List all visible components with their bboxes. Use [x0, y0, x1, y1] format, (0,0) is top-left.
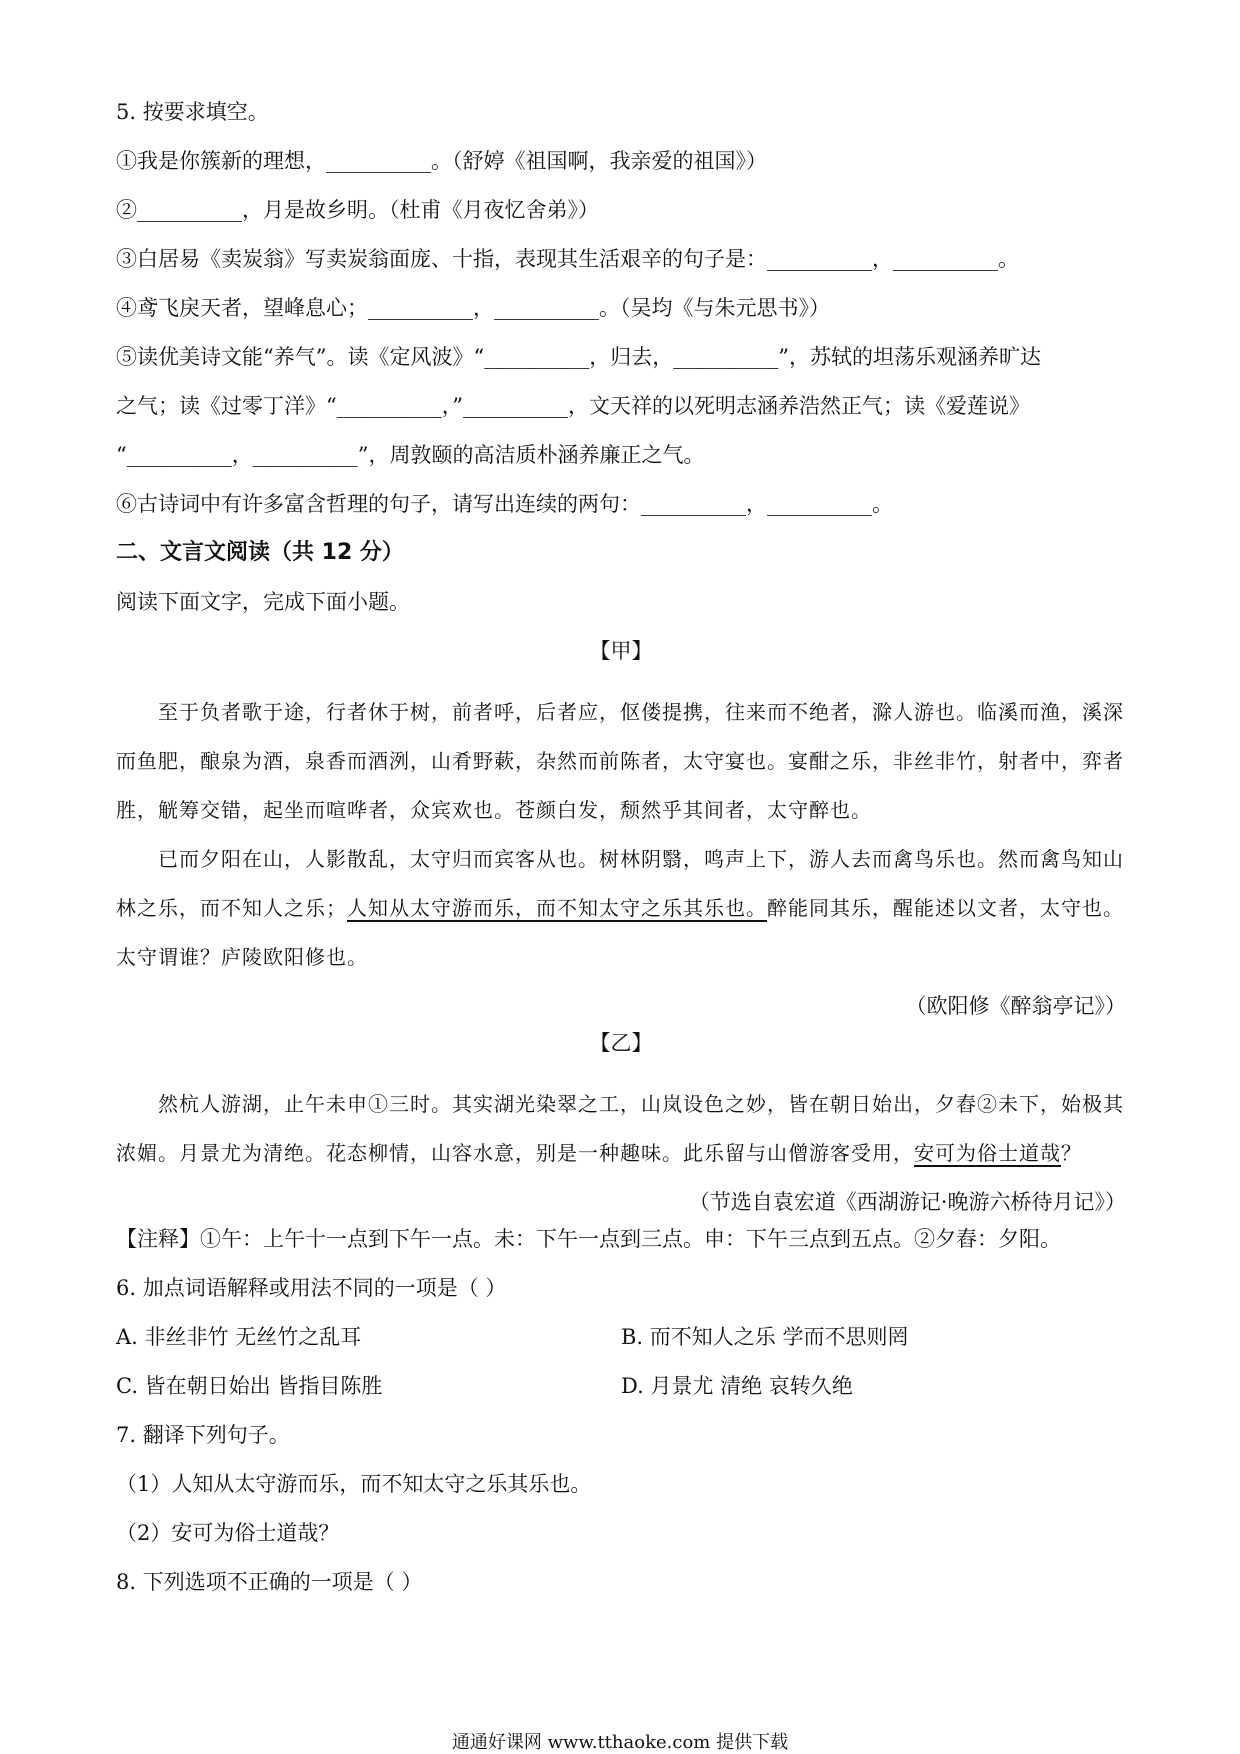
- question-6-option-d: D. 月景尤 清绝 哀转久绝: [621, 1374, 853, 1398]
- exam-page: [116, 100, 1126, 1619]
- question-5-item-2: ②__________，月是故乡明。（杜甫《月夜忆舍弟》）: [116, 198, 599, 222]
- question-5-item-5-line-3: “__________，__________”，周敦颐的高洁质朴涵养廉正之气。: [116, 443, 705, 467]
- annotation-note: 【注释】①午：上午十一点到下午一点。未：下午一点到三点。申：下午三点到五点。②夕舂：夕阳。: [116, 1227, 1061, 1251]
- passage-a-label: 【甲】: [589, 639, 653, 663]
- question-5-item-5-line-2: 之气；读《过零丁洋》“__________，”__________，文天祥的以死明志涵养浩然正气；读《爱莲说》: [116, 394, 1030, 418]
- question-8-stem: 8. 下列选项不正确的一项是（ ）: [116, 1570, 423, 1594]
- question-5-title: 5. 按要求填空。: [116, 100, 269, 124]
- question-7-sentence-1: （1）人知从太守游而乐，而不知太守之乐其乐也。: [116, 1472, 592, 1496]
- passage-a-underlined-sentence: 人知从太守游而乐，而不知太守之乐其乐也。: [347, 896, 767, 920]
- section-2-heading: 二、文言文阅读（共 12 分）: [116, 540, 404, 565]
- passage-a-paragraph-1: 至于负者歌于途，行者休于树，前者呼，后者应，伛偻提携，往来而不绝者，滁人游也。临溪而渔，溪深而鱼肥，酿泉为酒，泉香而酒洌，山肴野蔌，杂然而前陈者，太守宴也。宴酣之乐，非丝非竹，射者中，弈者胜，觥筹交错，起坐而喧哗者，众宾欢也。苍颜白发，颓然乎其间者，太守醉也。: [116, 700, 1124, 822]
- passage-a-paragraph-2: [116, 835, 1126, 982]
- question-6-options-row-1: [116, 1325, 1126, 1374]
- page-footer: 通通好课网 www.tthaoke.com 提供下载: [451, 1732, 789, 1753]
- passage-b-p1-start: 然杭人游湖，止午未申①三时。其实湖光染翠之工，山岚设色之妙，皆在朝日始出，夕舂②未下，始极其浓媚。月景尤为清绝。花态柳情，山容水意，别是一种趣味。此乐留与山僧游客受用，: [116, 1092, 1124, 1165]
- question-5-item-5-line-1: ⑤读优美诗文能“养气”。读《定风波》“__________，归去，__________”，苏轼的坦荡乐观涵养旷达: [116, 345, 1041, 369]
- question-6-option-c: C. 皆在朝日始出 皆指目陈胜: [116, 1374, 383, 1398]
- passage-b-label: 【乙】: [589, 1031, 653, 1055]
- question-6-stem: 6. 加点词语解释或用法不同的一项是（ ）: [116, 1276, 507, 1300]
- passage-a-p2-end: 醉能同其乐，醒能述以文者，太守也。太守谓谁？庐陵欧阳修也。: [116, 896, 1124, 969]
- question-5-item-4: ④鸢飞戾天者，望峰息心；__________，__________。（吴均《与朱元思书》）: [116, 296, 830, 320]
- passage-a-p2-start: 已而夕阳在山，人影散乱，太守归而宾客从也。树林阴翳，鸣声上下，游人去而禽鸟乐也。然而禽鸟知山林之乐，而不知人之乐；: [116, 847, 1124, 920]
- question-6-options-row-2: [116, 1374, 1126, 1423]
- question-7-sentence-2: （2）安可为俗士道哉？: [116, 1521, 340, 1545]
- passage-b-underlined-sentence: 安可为俗士道哉: [914, 1141, 1061, 1165]
- passage-b-p1-end: ？: [1061, 1141, 1082, 1165]
- question-6-option-a: A. 非丝非竹 无丝竹之乱耳: [116, 1325, 362, 1349]
- question-5-item-6: ⑥古诗词中有许多富含哲理的句子，请写出连续的两句：__________，__________。: [116, 492, 893, 516]
- question-6-option-b: B. 而不知人之乐 学而不思则罔: [621, 1325, 909, 1349]
- section-2-instruction: 阅读下面文字，完成下面小题。: [116, 590, 410, 614]
- passage-a-source: （欧阳修《醉翁亭记》）: [905, 994, 1126, 1018]
- question-5-item-1: ①我是你簇新的理想，__________。（舒婷《祖国啊，我亲爱的祖国》）: [116, 149, 767, 173]
- question-5-item-3: ③白居易《卖炭翁》写卖炭翁面庞、十指，表现其生活艰辛的句子是：__________，__________。: [116, 247, 1019, 271]
- passage-b-source: （节选自袁宏道《西湖游记·晚游六桥待月记》）: [688, 1190, 1126, 1214]
- passage-b-paragraph: [116, 1080, 1126, 1178]
- question-7-stem: 7. 翻译下列句子。: [116, 1423, 290, 1447]
